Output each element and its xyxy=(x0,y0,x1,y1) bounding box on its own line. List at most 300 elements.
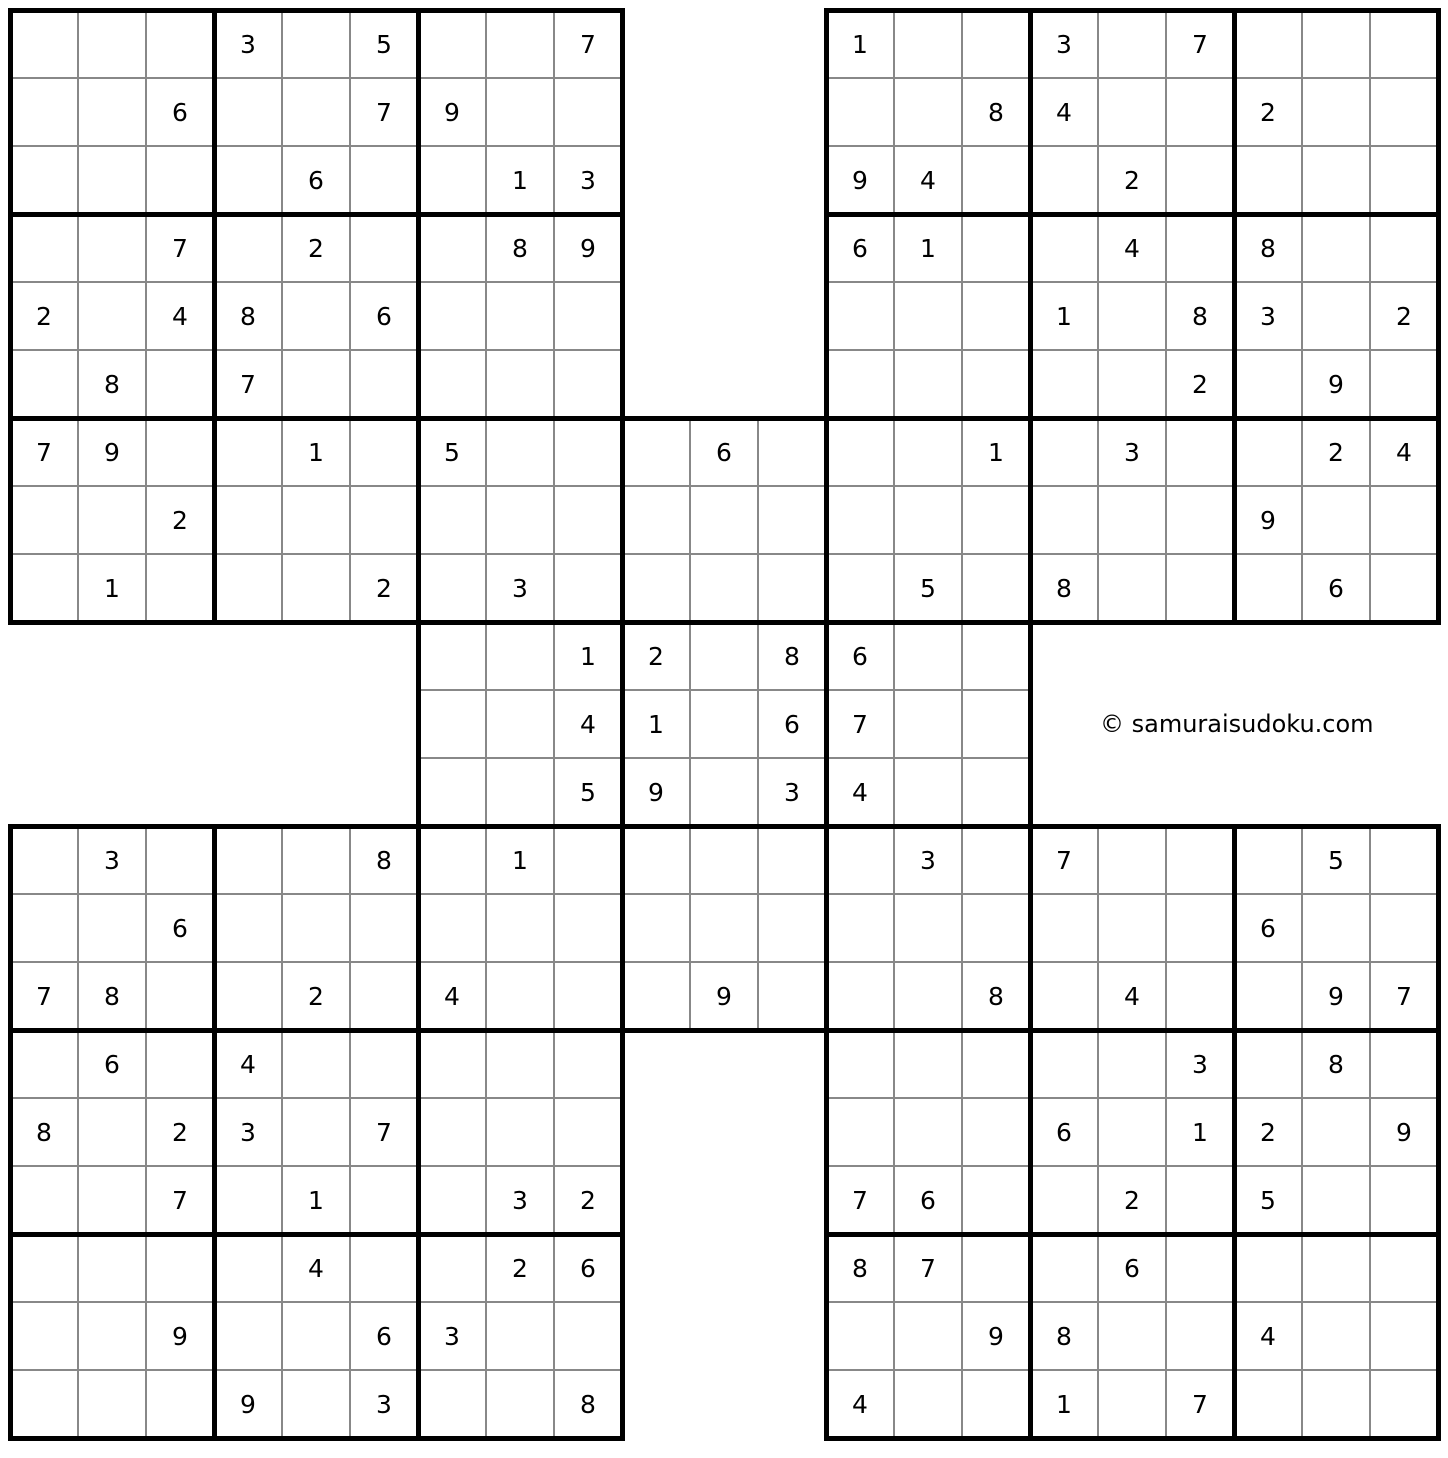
empty-cell[interactable] xyxy=(690,622,758,690)
given-cell: 8 xyxy=(554,1370,622,1438)
empty-cell[interactable] xyxy=(1234,554,1302,622)
empty-cell[interactable] xyxy=(690,690,758,758)
empty-cell[interactable] xyxy=(962,282,1030,350)
given-cell: 8 xyxy=(486,214,554,282)
empty-cell[interactable] xyxy=(894,282,962,350)
empty-cell[interactable] xyxy=(1234,1370,1302,1438)
empty-cell[interactable] xyxy=(826,78,894,146)
empty-cell[interactable] xyxy=(214,1234,282,1302)
empty-cell[interactable] xyxy=(1166,1234,1234,1302)
empty-cell[interactable] xyxy=(962,1098,1030,1166)
empty-cell[interactable] xyxy=(282,1370,350,1438)
empty-cell[interactable] xyxy=(146,10,214,78)
empty-cell[interactable] xyxy=(826,486,894,554)
cell-border-line xyxy=(825,553,1439,555)
empty-cell[interactable] xyxy=(1370,350,1438,418)
empty-cell[interactable] xyxy=(10,1302,78,1370)
empty-cell[interactable] xyxy=(1166,554,1234,622)
empty-cell[interactable] xyxy=(962,690,1030,758)
empty-cell[interactable] xyxy=(78,10,146,78)
empty-cell[interactable] xyxy=(554,554,622,622)
empty-cell[interactable] xyxy=(214,894,282,962)
empty-cell[interactable] xyxy=(1098,350,1166,418)
empty-cell[interactable] xyxy=(690,894,758,962)
empty-cell[interactable] xyxy=(1370,1234,1438,1302)
empty-cell[interactable] xyxy=(282,1098,350,1166)
empty-cell[interactable] xyxy=(350,1234,418,1302)
empty-cell[interactable] xyxy=(1098,826,1166,894)
empty-cell[interactable] xyxy=(1030,214,1098,282)
empty-cell[interactable] xyxy=(78,1166,146,1234)
empty-cell[interactable] xyxy=(1098,10,1166,78)
empty-cell[interactable] xyxy=(418,486,486,554)
empty-cell[interactable] xyxy=(146,962,214,1030)
empty-cell[interactable] xyxy=(486,1370,554,1438)
empty-cell[interactable] xyxy=(282,10,350,78)
empty-cell[interactable] xyxy=(1030,418,1098,486)
empty-cell[interactable] xyxy=(1098,894,1166,962)
empty-cell[interactable] xyxy=(554,282,622,350)
empty-cell[interactable] xyxy=(78,146,146,214)
empty-cell[interactable] xyxy=(1370,554,1438,622)
box-border-line xyxy=(824,1232,1441,1237)
empty-cell[interactable] xyxy=(418,1030,486,1098)
given-cell: 3 xyxy=(894,826,962,894)
empty-cell[interactable] xyxy=(1302,486,1370,554)
empty-cell[interactable] xyxy=(486,282,554,350)
empty-cell[interactable] xyxy=(10,826,78,894)
empty-cell[interactable] xyxy=(1098,1030,1166,1098)
given-cell: 2 xyxy=(1166,350,1234,418)
empty-cell[interactable] xyxy=(486,690,554,758)
empty-cell[interactable] xyxy=(214,1302,282,1370)
empty-cell[interactable] xyxy=(894,1030,962,1098)
empty-cell[interactable] xyxy=(894,1370,962,1438)
empty-cell[interactable] xyxy=(418,1234,486,1302)
empty-cell[interactable] xyxy=(282,894,350,962)
given-cell: 4 xyxy=(282,1234,350,1302)
empty-cell[interactable] xyxy=(78,894,146,962)
given-cell: 4 xyxy=(1370,418,1438,486)
empty-cell[interactable] xyxy=(1234,1234,1302,1302)
empty-cell[interactable] xyxy=(962,10,1030,78)
empty-cell[interactable] xyxy=(146,350,214,418)
empty-cell[interactable] xyxy=(10,894,78,962)
empty-cell[interactable] xyxy=(350,214,418,282)
empty-cell[interactable] xyxy=(962,622,1030,690)
empty-cell[interactable] xyxy=(10,214,78,282)
empty-cell[interactable] xyxy=(758,962,826,1030)
box-border-line xyxy=(8,1436,625,1441)
empty-cell[interactable] xyxy=(894,962,962,1030)
cell-border-line xyxy=(825,1097,1439,1099)
empty-cell[interactable] xyxy=(758,486,826,554)
empty-cell[interactable] xyxy=(10,78,78,146)
empty-cell[interactable] xyxy=(1234,1030,1302,1098)
empty-cell[interactable] xyxy=(10,1030,78,1098)
empty-cell[interactable] xyxy=(350,418,418,486)
empty-cell[interactable] xyxy=(282,826,350,894)
empty-cell[interactable] xyxy=(486,1098,554,1166)
empty-cell[interactable] xyxy=(486,622,554,690)
empty-cell[interactable] xyxy=(1030,486,1098,554)
empty-cell[interactable] xyxy=(282,486,350,554)
empty-cell[interactable] xyxy=(554,78,622,146)
empty-cell[interactable] xyxy=(418,1098,486,1166)
empty-cell[interactable] xyxy=(826,1098,894,1166)
given-cell: 4 xyxy=(1098,214,1166,282)
empty-cell[interactable] xyxy=(1166,146,1234,214)
empty-cell[interactable] xyxy=(146,1030,214,1098)
empty-cell[interactable] xyxy=(962,1166,1030,1234)
empty-cell[interactable] xyxy=(1166,894,1234,962)
given-cell: 4 xyxy=(826,758,894,826)
empty-cell[interactable] xyxy=(78,1098,146,1166)
given-cell: 5 xyxy=(418,418,486,486)
empty-cell[interactable] xyxy=(486,78,554,146)
empty-cell[interactable] xyxy=(350,1166,418,1234)
given-cell: 7 xyxy=(1166,1370,1234,1438)
given-cell: 6 xyxy=(690,418,758,486)
empty-cell[interactable] xyxy=(962,350,1030,418)
given-cell: 9 xyxy=(78,418,146,486)
empty-cell[interactable] xyxy=(894,894,962,962)
empty-cell[interactable] xyxy=(962,826,1030,894)
empty-cell[interactable] xyxy=(418,282,486,350)
empty-cell[interactable] xyxy=(418,826,486,894)
empty-cell[interactable] xyxy=(1370,146,1438,214)
empty-cell[interactable] xyxy=(10,486,78,554)
empty-cell[interactable] xyxy=(826,1030,894,1098)
given-cell: 6 xyxy=(78,1030,146,1098)
cell-border-line xyxy=(825,1165,1439,1167)
empty-cell[interactable] xyxy=(690,486,758,554)
empty-cell[interactable] xyxy=(622,418,690,486)
given-cell: 8 xyxy=(1030,1302,1098,1370)
given-cell: 6 xyxy=(1302,554,1370,622)
empty-cell[interactable] xyxy=(1166,78,1234,146)
given-cell: 9 xyxy=(146,1302,214,1370)
empty-cell[interactable] xyxy=(10,554,78,622)
cell-border-line xyxy=(1301,9,1303,623)
empty-cell[interactable] xyxy=(1302,1098,1370,1166)
empty-cell[interactable] xyxy=(214,962,282,1030)
empty-cell[interactable] xyxy=(10,10,78,78)
cell-border-line xyxy=(825,281,1439,283)
given-cell: 8 xyxy=(214,282,282,350)
empty-cell[interactable] xyxy=(1030,1234,1098,1302)
empty-cell[interactable] xyxy=(826,418,894,486)
given-cell: 3 xyxy=(214,10,282,78)
empty-cell[interactable] xyxy=(554,1302,622,1370)
empty-cell[interactable] xyxy=(1370,1030,1438,1098)
empty-cell[interactable] xyxy=(1234,826,1302,894)
empty-cell[interactable] xyxy=(894,10,962,78)
empty-cell[interactable] xyxy=(1030,1166,1098,1234)
empty-cell[interactable] xyxy=(418,10,486,78)
empty-cell[interactable] xyxy=(622,962,690,1030)
given-cell: 7 xyxy=(826,690,894,758)
cell-border-line xyxy=(77,9,79,623)
empty-cell[interactable] xyxy=(1370,1370,1438,1438)
empty-cell[interactable] xyxy=(826,282,894,350)
empty-cell[interactable] xyxy=(486,758,554,826)
empty-cell[interactable] xyxy=(78,214,146,282)
empty-cell[interactable] xyxy=(826,894,894,962)
given-cell: 1 xyxy=(1030,282,1098,350)
box-border-line xyxy=(416,824,421,1441)
empty-cell[interactable] xyxy=(1370,78,1438,146)
empty-cell[interactable] xyxy=(554,894,622,962)
empty-cell[interactable] xyxy=(418,146,486,214)
empty-cell[interactable] xyxy=(1030,1030,1098,1098)
empty-cell[interactable] xyxy=(146,554,214,622)
empty-cell[interactable] xyxy=(1166,962,1234,1030)
empty-cell[interactable] xyxy=(1166,826,1234,894)
given-cell: 6 xyxy=(554,1234,622,1302)
empty-cell[interactable] xyxy=(78,78,146,146)
empty-cell[interactable] xyxy=(554,486,622,554)
empty-cell[interactable] xyxy=(894,690,962,758)
empty-cell[interactable] xyxy=(350,1030,418,1098)
cell-border-line xyxy=(9,1097,623,1099)
given-cell: 2 xyxy=(282,962,350,1030)
empty-cell[interactable] xyxy=(894,486,962,554)
empty-cell[interactable] xyxy=(962,894,1030,962)
empty-cell[interactable] xyxy=(1166,1302,1234,1370)
cell-border-line xyxy=(1301,825,1303,1439)
empty-cell[interactable] xyxy=(554,418,622,486)
empty-cell[interactable] xyxy=(214,554,282,622)
empty-cell[interactable] xyxy=(214,486,282,554)
empty-cell[interactable] xyxy=(10,1370,78,1438)
given-cell: 6 xyxy=(894,1166,962,1234)
empty-cell[interactable] xyxy=(962,1370,1030,1438)
empty-cell[interactable] xyxy=(486,350,554,418)
empty-cell[interactable] xyxy=(418,690,486,758)
empty-cell[interactable] xyxy=(418,758,486,826)
empty-cell[interactable] xyxy=(690,554,758,622)
empty-cell[interactable] xyxy=(962,486,1030,554)
empty-cell[interactable] xyxy=(1302,894,1370,962)
empty-cell[interactable] xyxy=(1166,1166,1234,1234)
empty-cell[interactable] xyxy=(1302,1370,1370,1438)
given-cell: 3 xyxy=(1166,1030,1234,1098)
empty-cell[interactable] xyxy=(894,758,962,826)
empty-cell[interactable] xyxy=(1370,486,1438,554)
empty-cell[interactable] xyxy=(214,214,282,282)
empty-cell[interactable] xyxy=(826,350,894,418)
empty-cell[interactable] xyxy=(486,486,554,554)
empty-cell[interactable] xyxy=(146,1370,214,1438)
given-cell: 2 xyxy=(622,622,690,690)
empty-cell[interactable] xyxy=(758,554,826,622)
empty-cell[interactable] xyxy=(486,10,554,78)
empty-cell[interactable] xyxy=(146,418,214,486)
empty-cell[interactable] xyxy=(1370,894,1438,962)
empty-cell[interactable] xyxy=(350,962,418,1030)
cell-border-line xyxy=(825,1301,1439,1303)
empty-cell[interactable] xyxy=(146,146,214,214)
empty-cell[interactable] xyxy=(894,418,962,486)
given-cell: 4 xyxy=(418,962,486,1030)
empty-cell[interactable] xyxy=(554,350,622,418)
empty-cell[interactable] xyxy=(1098,1370,1166,1438)
cell-border-line xyxy=(9,1369,623,1371)
empty-cell[interactable] xyxy=(486,1302,554,1370)
cell-border-line xyxy=(757,417,759,1031)
empty-cell[interactable] xyxy=(758,826,826,894)
empty-cell[interactable] xyxy=(894,78,962,146)
empty-cell[interactable] xyxy=(418,1166,486,1234)
given-cell: 3 xyxy=(418,1302,486,1370)
empty-cell[interactable] xyxy=(146,826,214,894)
empty-cell[interactable] xyxy=(1030,894,1098,962)
empty-cell[interactable] xyxy=(1166,214,1234,282)
given-cell: 1 xyxy=(962,418,1030,486)
empty-cell[interactable] xyxy=(214,146,282,214)
empty-cell[interactable] xyxy=(418,554,486,622)
empty-cell[interactable] xyxy=(1302,282,1370,350)
empty-cell[interactable] xyxy=(894,1302,962,1370)
empty-cell[interactable] xyxy=(78,282,146,350)
empty-cell[interactable] xyxy=(826,962,894,1030)
empty-cell[interactable] xyxy=(10,350,78,418)
given-cell: 7 xyxy=(146,214,214,282)
empty-cell[interactable] xyxy=(962,1234,1030,1302)
empty-cell[interactable] xyxy=(10,1166,78,1234)
empty-cell[interactable] xyxy=(1234,146,1302,214)
empty-cell[interactable] xyxy=(1098,1098,1166,1166)
empty-cell[interactable] xyxy=(486,962,554,1030)
empty-cell[interactable] xyxy=(78,1234,146,1302)
empty-cell[interactable] xyxy=(1234,962,1302,1030)
empty-cell[interactable] xyxy=(1302,10,1370,78)
empty-cell[interactable] xyxy=(78,486,146,554)
empty-cell[interactable] xyxy=(486,1030,554,1098)
empty-cell[interactable] xyxy=(962,214,1030,282)
empty-cell[interactable] xyxy=(1098,486,1166,554)
empty-cell[interactable] xyxy=(894,622,962,690)
given-cell: 4 xyxy=(826,1370,894,1438)
empty-cell[interactable] xyxy=(1370,826,1438,894)
empty-cell[interactable] xyxy=(214,418,282,486)
empty-cell[interactable] xyxy=(1370,1166,1438,1234)
empty-cell[interactable] xyxy=(1302,1166,1370,1234)
empty-cell[interactable] xyxy=(1030,146,1098,214)
empty-cell[interactable] xyxy=(1234,10,1302,78)
empty-cell[interactable] xyxy=(1098,554,1166,622)
empty-cell[interactable] xyxy=(554,962,622,1030)
empty-cell[interactable] xyxy=(894,350,962,418)
empty-cell[interactable] xyxy=(1166,418,1234,486)
empty-cell[interactable] xyxy=(282,554,350,622)
empty-cell[interactable] xyxy=(1234,418,1302,486)
empty-cell[interactable] xyxy=(214,1166,282,1234)
empty-cell[interactable] xyxy=(1098,282,1166,350)
empty-cell[interactable] xyxy=(554,1098,622,1166)
empty-cell[interactable] xyxy=(1030,962,1098,1030)
empty-cell[interactable] xyxy=(690,826,758,894)
empty-cell[interactable] xyxy=(418,214,486,282)
empty-cell[interactable] xyxy=(554,826,622,894)
empty-cell[interactable] xyxy=(1030,350,1098,418)
empty-cell[interactable] xyxy=(282,282,350,350)
empty-cell[interactable] xyxy=(486,418,554,486)
empty-cell[interactable] xyxy=(214,826,282,894)
empty-cell[interactable] xyxy=(894,1098,962,1166)
empty-cell[interactable] xyxy=(622,486,690,554)
empty-cell[interactable] xyxy=(214,78,282,146)
given-cell: 1 xyxy=(1030,1370,1098,1438)
empty-cell[interactable] xyxy=(962,146,1030,214)
empty-cell[interactable] xyxy=(10,1234,78,1302)
empty-cell[interactable] xyxy=(282,1030,350,1098)
empty-cell[interactable] xyxy=(282,78,350,146)
empty-cell[interactable] xyxy=(1302,1234,1370,1302)
empty-cell[interactable] xyxy=(1302,78,1370,146)
empty-cell[interactable] xyxy=(622,826,690,894)
cell-border-line xyxy=(77,825,79,1439)
empty-cell[interactable] xyxy=(1302,214,1370,282)
empty-cell[interactable] xyxy=(350,894,418,962)
empty-cell[interactable] xyxy=(418,894,486,962)
empty-cell[interactable] xyxy=(282,350,350,418)
empty-cell[interactable] xyxy=(1166,486,1234,554)
cell-border-line xyxy=(1369,825,1371,1439)
empty-cell[interactable] xyxy=(78,1370,146,1438)
empty-cell[interactable] xyxy=(1370,10,1438,78)
empty-cell[interactable] xyxy=(486,894,554,962)
empty-cell[interactable] xyxy=(10,146,78,214)
empty-cell[interactable] xyxy=(690,758,758,826)
empty-cell[interactable] xyxy=(282,1302,350,1370)
given-cell: 8 xyxy=(1030,554,1098,622)
empty-cell[interactable] xyxy=(1302,1302,1370,1370)
empty-cell[interactable] xyxy=(962,758,1030,826)
empty-cell[interactable] xyxy=(78,1302,146,1370)
empty-cell[interactable] xyxy=(554,1030,622,1098)
empty-cell[interactable] xyxy=(418,350,486,418)
empty-cell[interactable] xyxy=(826,826,894,894)
empty-cell[interactable] xyxy=(350,486,418,554)
empty-cell[interactable] xyxy=(1098,1302,1166,1370)
empty-cell[interactable] xyxy=(418,622,486,690)
box-border-line xyxy=(1232,8,1237,625)
empty-cell[interactable] xyxy=(1302,146,1370,214)
empty-cell[interactable] xyxy=(826,1302,894,1370)
empty-cell[interactable] xyxy=(758,418,826,486)
empty-cell[interactable] xyxy=(146,1234,214,1302)
cell-border-line xyxy=(9,1165,623,1167)
empty-cell[interactable] xyxy=(622,554,690,622)
empty-cell[interactable] xyxy=(826,554,894,622)
empty-cell[interactable] xyxy=(418,1370,486,1438)
empty-cell[interactable] xyxy=(1234,350,1302,418)
box-border-line xyxy=(1232,824,1237,1441)
given-cell: 9 xyxy=(826,146,894,214)
empty-cell[interactable] xyxy=(622,894,690,962)
empty-cell[interactable] xyxy=(1370,1302,1438,1370)
empty-cell[interactable] xyxy=(758,894,826,962)
empty-cell[interactable] xyxy=(1370,214,1438,282)
empty-cell[interactable] xyxy=(350,146,418,214)
empty-cell[interactable] xyxy=(350,350,418,418)
empty-cell[interactable] xyxy=(1098,78,1166,146)
empty-cell[interactable] xyxy=(962,554,1030,622)
given-cell: 6 xyxy=(350,282,418,350)
empty-cell[interactable] xyxy=(962,1030,1030,1098)
